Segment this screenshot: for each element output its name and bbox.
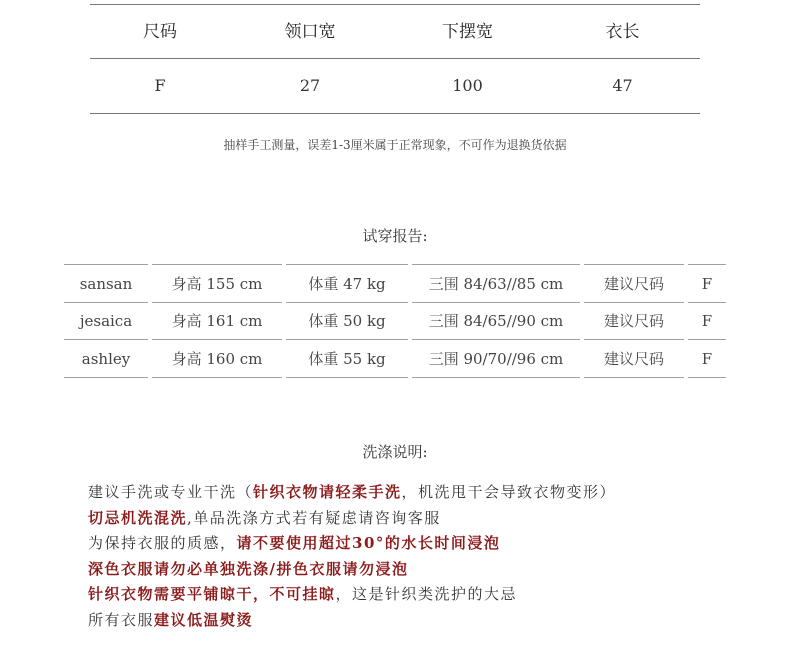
wash-line: [88, 608, 728, 634]
table-rule: [90, 58, 700, 59]
size-table-header: [90, 12, 700, 52]
header-size: 尺码: [143, 22, 177, 42]
wash-text: ，机洗甩干会导致衣物变形）: [401, 483, 617, 501]
wash-text: 建议手洗或专业干洗（: [88, 483, 254, 501]
wash-text: 所有衣服: [88, 610, 155, 629]
table-row: [64, 264, 726, 302]
wash-line: [88, 506, 728, 532]
header-hem-width: 下摆宽: [442, 22, 493, 42]
table-rule: [90, 4, 700, 5]
cell-name: sansan: [64, 264, 148, 303]
wash-text: ,单品洗涤方式若有疑虑请咨询客服: [187, 508, 441, 527]
cell-height: 身高 161 cm: [152, 302, 282, 340]
cell-suggested-label: 建议尺码: [584, 302, 684, 340]
cell-measurements: 三围 84/63//85 cm: [412, 264, 580, 303]
header-length: 衣长: [605, 22, 640, 42]
wash-text-emphasis: 针织衣物请轻柔手洗: [253, 483, 402, 501]
cell-neck-width: 27: [299, 76, 321, 95]
wash-text-emphasis: 切忌机洗混洗: [88, 508, 188, 527]
cell-name: ashley: [64, 340, 148, 378]
cell-height: 身高 155 cm: [152, 264, 282, 303]
wash-text: ，这是针织类洗护的大忌: [335, 585, 518, 604]
cell-suggested-size: F: [688, 264, 726, 303]
wash-text-emphasis: 建议低温熨烫: [154, 610, 254, 629]
cell-measurements: 三围 90/70//96 cm: [412, 340, 580, 378]
cell-suggested-size: F: [688, 302, 726, 340]
cell-weight: 体重 50 kg: [286, 302, 408, 340]
cell-weight: 体重 55 kg: [286, 340, 408, 378]
cell-height: 身高 160 cm: [152, 340, 282, 378]
wash-line: [88, 557, 728, 583]
cell-name: jesaica: [64, 302, 148, 340]
cell-suggested-label: 建议尺码: [584, 340, 684, 378]
cell-suggested-size: F: [688, 340, 726, 378]
wash-line: [88, 480, 728, 506]
table-rule: [90, 113, 700, 114]
wash-line: [88, 582, 728, 608]
wash-text: 为保持衣服的质感，: [88, 534, 237, 553]
header-neck-width: 领口宽: [284, 22, 336, 42]
cell-length: 47: [612, 76, 633, 95]
table-row: [64, 302, 726, 340]
cell-size: F: [154, 76, 166, 95]
table-row: [90, 66, 700, 106]
cell-suggested-label: 建议尺码: [584, 264, 684, 303]
wash-text-emphasis: 请不要使用超过30°的水长时间浸泡: [236, 534, 501, 553]
wash-line: [88, 531, 728, 557]
measurement-note: 抽样手工测量，误差1-3厘米属于正常现象，不可作为退换货依据: [223, 138, 567, 152]
cell-measurements: 三围 84/65//90 cm: [412, 302, 580, 340]
table-row: [64, 340, 726, 378]
wash-text-emphasis: 深色衣服请勿必单独洗涤/拼色衣服请勿浸泡: [88, 559, 409, 578]
washing-instructions: [88, 480, 728, 634]
washing-title: 洗涤说明:: [362, 443, 428, 461]
wash-text-emphasis: 针织衣物需要平铺晾干，不可挂晾: [88, 585, 336, 604]
trial-report-title: 试穿报告:: [362, 227, 428, 245]
cell-weight: 体重 47 kg: [286, 264, 408, 303]
cell-hem-width: 100: [452, 76, 483, 95]
